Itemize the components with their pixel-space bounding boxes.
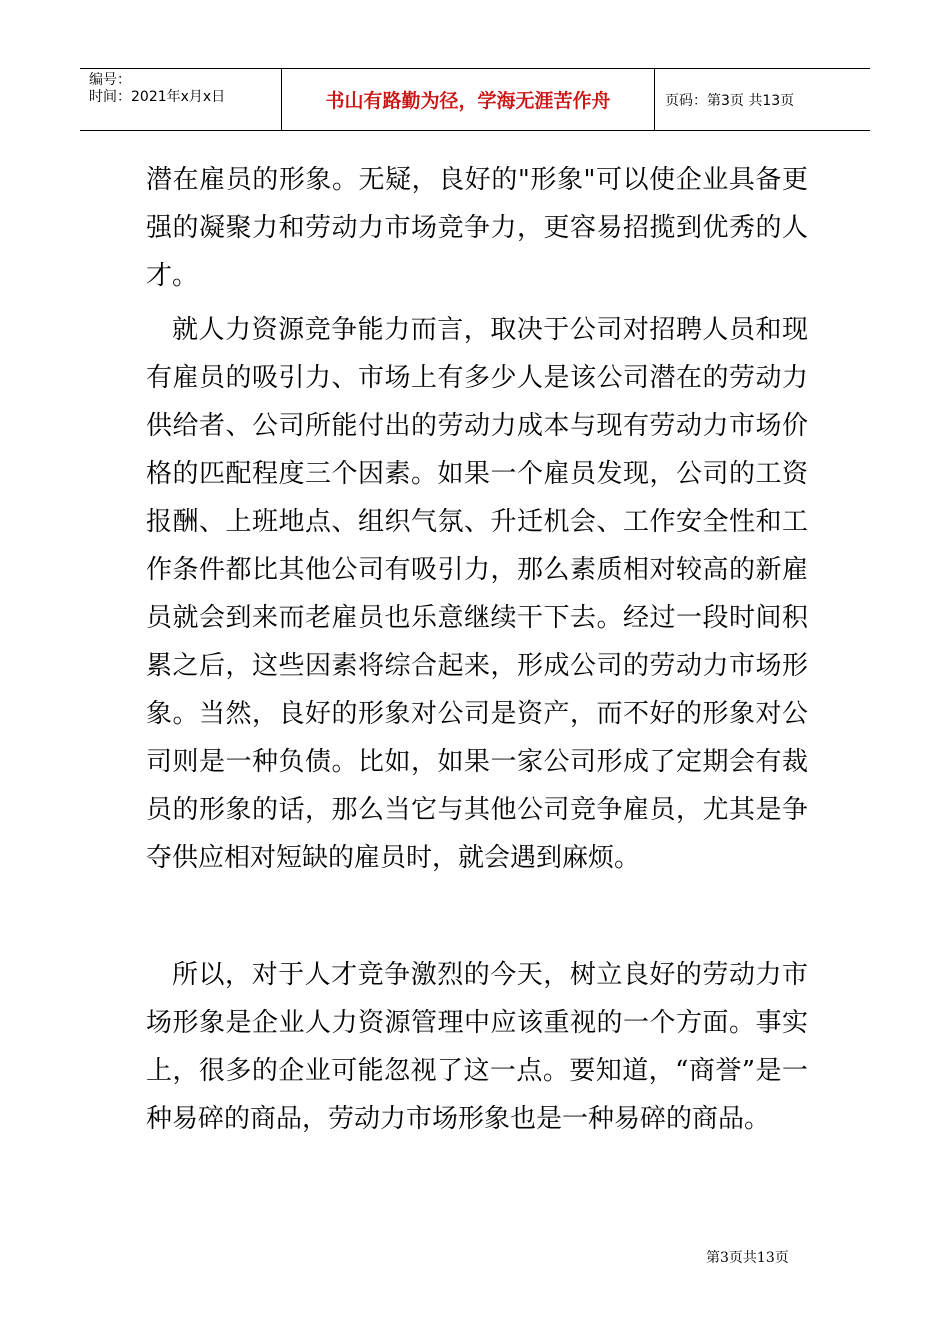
paragraph-3: 所以，对于人才竞争激烈的今天，树立良好的劳动力市场形象是企业人力资源管理中应该重视的一个方面。事实上，很多的企业可能忽视了这一点。要知道，“商誉”是一种易碎的商品，劳动力市场形象也是一种易碎的商品。 <box>146 960 808 1134</box>
page-header <box>80 68 870 131</box>
document-number-label: 编号： <box>89 72 131 88</box>
page-footer: 第3页共13页 <box>706 1250 789 1266</box>
document-time-label: 时间：2021年x月x日 <box>89 89 226 105</box>
paragraph-2: 就人力资源竞争能力而言，取决于公司对招聘人员和现有雇员的吸引力、市场上有多少人是该公司潜在的劳动力供给者、公司所能付出的劳动力成本与现有劳动力市场价格的匹配程度三个因素。如果一个雇员发现，公司的工资报酬、上班地点、组织气氛、升迁机会、工作安全性和工作条件都比其他公司有吸引力，那么素质相对较高的新雇员就会到来而老雇员也乐意继续干下去。经过一段时间积累之后，这些因素将综合起来，形成公司的劳动力市场形象。当然，良好的形象对公司是资产，而不好的形象对公司则是一种负债。比如，如果一家公司形成了定期会有裁员的形象的话，那么当它与其他公司竞争雇员，尤其是争夺供应相对短缺的雇员时，就会遇到麻烦。 <box>146 315 808 873</box>
header-page-info: 页码：第3页 共13页 <box>665 92 795 109</box>
paragraph-1: 潜在雇员的形象。无疑，良好的"形象"可以使企业具备更强的凝聚力和劳动力市场竞争力，更容易招揽到优秀的人才。 <box>146 165 808 291</box>
header-motto: 书山有路勤为径，学海无涯苦作舟 <box>282 69 655 130</box>
header-meta-cell <box>80 69 282 130</box>
